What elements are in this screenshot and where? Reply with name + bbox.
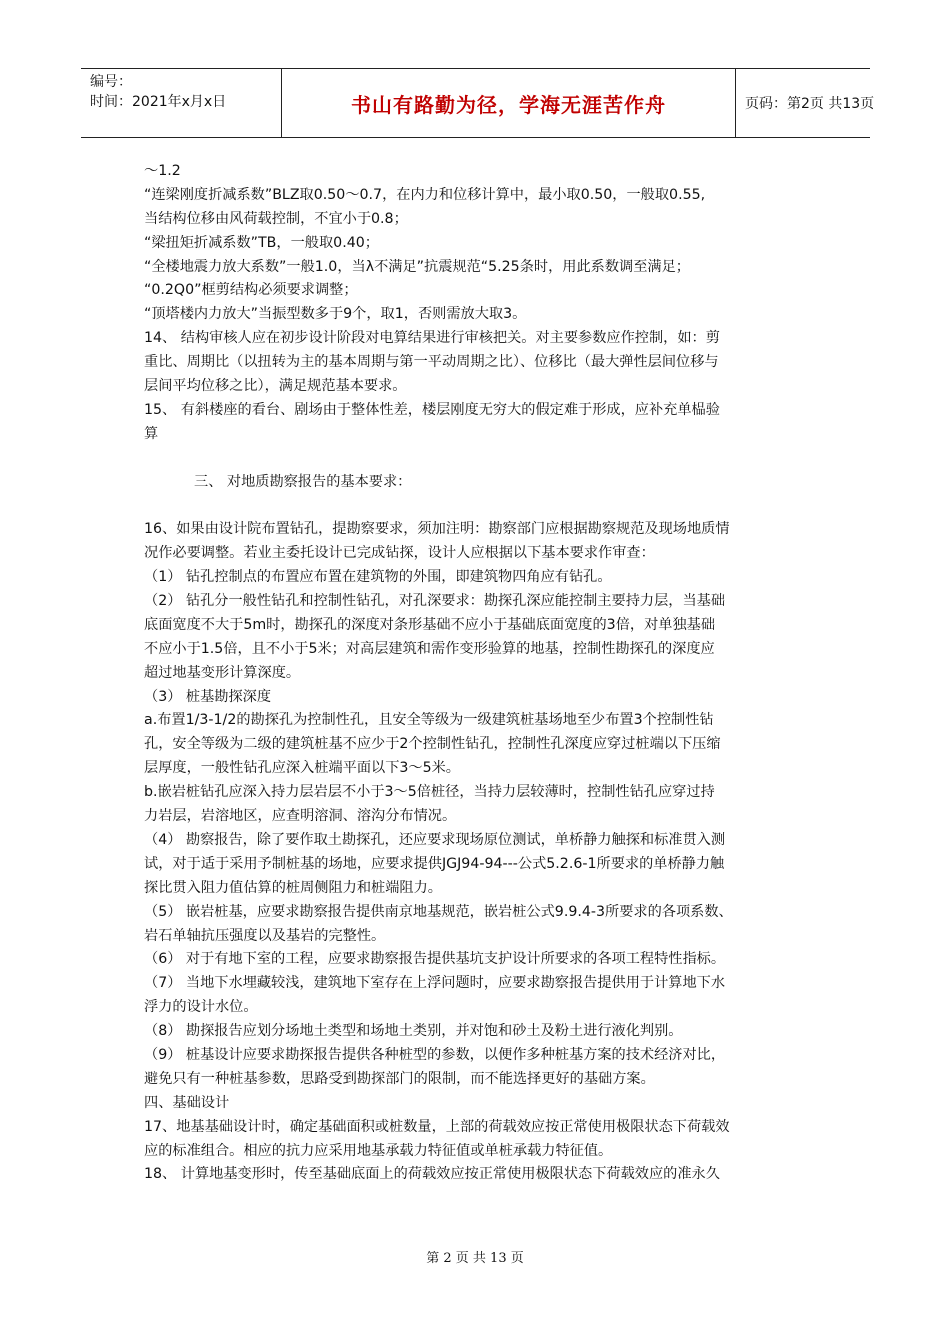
- header-meta: [81, 69, 281, 137]
- body-line: 况作必要调整。若业主委托设计已完成钻探，设计人应根据以下基本要求作审查：: [144, 545, 655, 562]
- page-header: [81, 68, 875, 138]
- body-line: 超过地基变形计算深度。: [144, 664, 301, 681]
- body-line: 当结构位移由风荷载控制，不宜小于0.8；: [144, 210, 408, 227]
- body-line: 浮力的设计水位。: [144, 999, 258, 1016]
- doc-number-label: 编号：: [90, 74, 132, 90]
- body-line: ～1.2: [144, 163, 181, 179]
- body-line: “连梁刚度折减系数”BLZ取0.50～0.7，在内力和位移计算中，最小取0.50，一般取0.55,: [144, 186, 706, 203]
- blank-line: [144, 447, 814, 471]
- body-line: （7） 当地下水埋藏较浅，建筑地下室存在上浮问题时，应要求勘察报告提供用于计算地下水: [144, 975, 726, 992]
- body-line: 试，对于适于采用予制桩基的场地，应要求提供JGJ94-94---公式5.2.6-1所要求的单桥静力触: [144, 855, 725, 872]
- body-line: 不应小于1.5倍，且不小于5米；对高层建筑和需作变形验算的地基，控制性勘探孔的深度应: [144, 640, 715, 657]
- section-heading: 四、基础设计: [144, 1094, 230, 1111]
- body-line: 18、 计算地基变形时，传至基础底面上的荷载效应按正常使用极限状态下荷载效应的准永久: [144, 1166, 720, 1183]
- body-line: a.布置1/3-1/2的勘探孔为控制性孔，且安全等级为一级建筑桩基场地至少布置3个控制性钻: [144, 712, 714, 729]
- body-line: （5） 嵌岩桩基，应要求勘察报告提供南京地基规范，嵌岩桩公式9.9.4-3所要求的各项系数、: [144, 903, 733, 920]
- body-line: 力岩层，岩溶地区，应查明溶洞、溶沟分布情况。: [144, 808, 457, 825]
- body-line: 层间平均位移之比），满足规范基本要求。: [144, 378, 407, 395]
- section-heading: 三、 对地质勘察报告的基本要求：: [194, 473, 412, 490]
- header-motto: 书山有路勤为径，学海无涯苦作舟: [351, 92, 666, 117]
- body-line: 孔，安全等级为二级的建筑桩基不应少于2个控制性钻孔，控制性孔深度应穿过桩端以下压缩: [144, 736, 721, 753]
- body-line: （4） 勘察报告，除了要作取土勘探孔，还应要求现场原位测试，单桥静力触探和标准贯入测: [144, 831, 726, 848]
- body-line: （8） 勘探报告应划分场地土类型和场地土类别，并对饱和砂土及粉土进行液化判别。: [144, 1023, 683, 1040]
- header-page-info: 页码：第2页 共13页: [745, 96, 875, 112]
- body-line: “0.2Q0”框剪结构必须要求调整；: [144, 282, 358, 299]
- body-line: 16、如果由设计院布置钻孔，提勘察要求，须加注明：勘察部门应根据勘察规范及现场地质情: [144, 521, 730, 538]
- body-line: （9） 桩基设计应要求勘探报告提供各种桩型的参数，以便作多种桩基方案的技术经济对比，: [144, 1046, 726, 1063]
- body-line: “顶塔楼内力放大”当振型数多于9个，取1，否则需放大取3。: [144, 306, 527, 323]
- body-line: b.嵌岩桩钻孔应深入持力层岩层不小于3～5倍桩径，当持力层较薄时，控制性钻孔应穿过持: [144, 784, 715, 801]
- doc-time-label: 时间：2021年x月x日: [90, 94, 227, 110]
- body-line: 底面宽度不大于5m时，勘探孔的深度对条形基础不应小于基础底面宽度的3倍，对单独基础: [144, 616, 716, 633]
- body-line: “梁扭矩折减系数”TB，一般取0.40；: [144, 234, 379, 251]
- body-line: 17、地基基础设计时，确定基础面积或桩数量，上部的荷载效应按正常使用极限状态下荷载效: [144, 1118, 730, 1135]
- page-footer: 第 2 页 共 13 页: [426, 1251, 524, 1266]
- body-line: 15、 有斜楼座的看台、剧场由于整体性差，楼层刚度无穷大的假定难于形成，应补充单榀验: [144, 401, 720, 418]
- body-line: 岩石单轴抗压强度以及基岩的完整性。: [144, 927, 386, 944]
- body-line: 14、 结构审核人应在初步设计阶段对电算结果进行审核把关。对主要参数应作控制，如：剪: [144, 330, 720, 347]
- body-line: （6） 对于有地下室的工程，应要求勘察报告提供基坑支护设计所要求的各项工程特性指标。: [144, 951, 726, 968]
- body-line: 层厚度，一般性钻孔应深入桩端平面以下3～5米。: [144, 760, 460, 777]
- body-line: （2） 钻孔分一般性钻孔和控制性钻孔，对孔深要求：勘探孔深应能控制主要持力层，当基础: [144, 593, 726, 610]
- body-line: （1） 钻孔控制点的布置应布置在建筑物的外围，即建筑物四角应有钻孔。: [144, 569, 612, 586]
- body-line: 应的标准组合。相应的抗力应采用地基承载力特征值或单桩承载力特征值。: [144, 1142, 613, 1159]
- body-line: 算: [144, 425, 159, 442]
- body-line: 探比贯入阻力值估算的桩周侧阻力和桩端阻力。: [144, 879, 442, 896]
- document-body: [144, 160, 814, 1187]
- header-motto-cell: [281, 69, 736, 137]
- blank-line: [144, 494, 814, 518]
- body-line: 重比、周期比（以扭转为主的基本周期与第一平动周期之比）、位移比（最大弹性层间位移与: [144, 354, 719, 371]
- body-line: 避免只有一种桩基参数，思路受到勘探部门的限制，而不能选择更好的基础方案。: [144, 1070, 655, 1087]
- body-line: “全楼地震力放大系数”一般1.0，当λ不满足”抗震规范“5.25条时，用此系数调至满足；: [144, 258, 690, 275]
- body-line: （3） 桩基勘探深度: [144, 688, 272, 705]
